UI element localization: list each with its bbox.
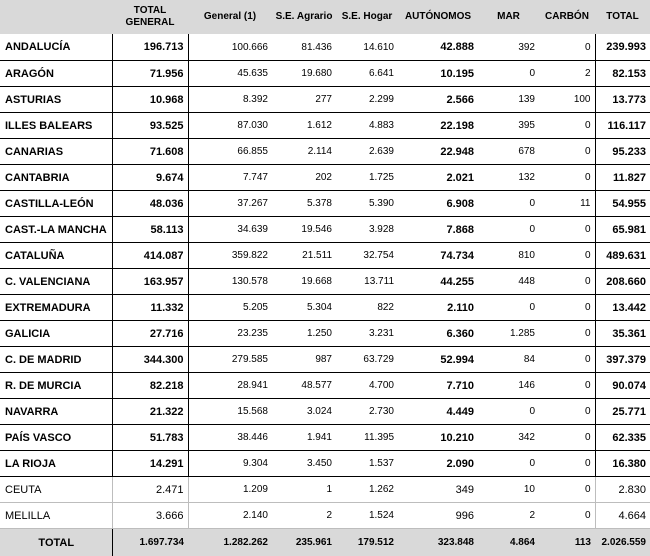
cell-carbon: 0 <box>539 165 595 191</box>
cell-mar: 678 <box>478 139 539 165</box>
table-row <box>0 34 650 61</box>
cell-total-general: 163.957 <box>112 269 188 295</box>
cell-total-general: 414.087 <box>112 243 188 269</box>
table-row <box>0 217 650 243</box>
cell-mar: 10 <box>478 477 539 503</box>
cell-autonomos: 2.110 <box>398 295 478 321</box>
cell-total: 62.335 <box>595 425 650 451</box>
cell-se-hogar: 3.928 <box>336 217 398 243</box>
cell-se-hogar: 4.883 <box>336 113 398 139</box>
cell-total-general: 82.218 <box>112 373 188 399</box>
cell-total: 90.074 <box>595 373 650 399</box>
region-name: CATALUÑA <box>0 243 112 269</box>
cell-autonomos: 10.210 <box>398 425 478 451</box>
cell-total-general: 11.332 <box>112 295 188 321</box>
table-row <box>0 425 650 451</box>
cell-total-general: 71.608 <box>112 139 188 165</box>
table-row <box>0 87 650 113</box>
cell-se-hogar: 1.524 <box>336 503 398 529</box>
cell-mar: 132 <box>478 165 539 191</box>
cell-carbon: 0 <box>539 321 595 347</box>
cell-se-hogar: 6.641 <box>336 61 398 87</box>
cell-carbon: 113 <box>539 529 595 556</box>
cell-se-hogar: 2.639 <box>336 139 398 165</box>
cell-autonomos: 7.710 <box>398 373 478 399</box>
cell-general: 359.822 <box>188 243 272 269</box>
cell-autonomos: 74.734 <box>398 243 478 269</box>
cell-se-agrario: 202 <box>272 165 336 191</box>
cell-total-general: 27.716 <box>112 321 188 347</box>
cell-se-agrario: 3.450 <box>272 451 336 477</box>
table-row <box>0 451 650 477</box>
cell-mar: 342 <box>478 425 539 451</box>
cell-carbon: 0 <box>539 295 595 321</box>
cell-carbon: 0 <box>539 451 595 477</box>
cell-se-hogar: 13.711 <box>336 269 398 295</box>
cell-se-hogar: 63.729 <box>336 347 398 373</box>
cell-general: 1.282.262 <box>188 529 272 556</box>
cell-se-hogar: 179.512 <box>336 529 398 556</box>
cell-carbon: 0 <box>539 373 595 399</box>
table-row <box>0 61 650 87</box>
region-name: ARAGÓN <box>0 61 112 87</box>
cell-se-agrario: 81.436 <box>272 34 336 61</box>
cell-autonomos: 996 <box>398 503 478 529</box>
cell-autonomos: 2.090 <box>398 451 478 477</box>
cell-se-agrario: 1.250 <box>272 321 336 347</box>
cell-autonomos: 22.198 <box>398 113 478 139</box>
cell-mar: 1.285 <box>478 321 539 347</box>
cell-total-general: 48.036 <box>112 191 188 217</box>
cell-se-agrario: 235.961 <box>272 529 336 556</box>
cell-total-general: 3.666 <box>112 503 188 529</box>
cell-general: 45.635 <box>188 61 272 87</box>
cell-carbon: 0 <box>539 477 595 503</box>
cell-autonomos: 7.868 <box>398 217 478 243</box>
cell-total-general: 58.113 <box>112 217 188 243</box>
cell-general: 8.392 <box>188 87 272 113</box>
region-name: CANARIAS <box>0 139 112 165</box>
cell-mar: 0 <box>478 217 539 243</box>
cell-carbon: 0 <box>539 243 595 269</box>
cell-total: 208.660 <box>595 269 650 295</box>
cell-se-agrario: 2.114 <box>272 139 336 165</box>
total-row <box>0 529 650 556</box>
cell-carbon: 0 <box>539 399 595 425</box>
region-name: TOTAL <box>0 529 112 556</box>
table-row <box>0 269 650 295</box>
cell-carbon: 0 <box>539 139 595 165</box>
cell-se-hogar: 822 <box>336 295 398 321</box>
region-name: C. DE MADRID <box>0 347 112 373</box>
cell-se-hogar: 32.754 <box>336 243 398 269</box>
cell-total: 13.442 <box>595 295 650 321</box>
cell-mar: 395 <box>478 113 539 139</box>
cell-general: 34.639 <box>188 217 272 243</box>
cell-carbon: 0 <box>539 269 595 295</box>
cell-mar: 139 <box>478 87 539 113</box>
cell-autonomos: 42.888 <box>398 34 478 61</box>
cell-mar: 0 <box>478 61 539 87</box>
cell-se-hogar: 4.700 <box>336 373 398 399</box>
cell-carbon: 0 <box>539 347 595 373</box>
cell-carbon: 11 <box>539 191 595 217</box>
cell-general: 28.941 <box>188 373 272 399</box>
cell-se-agrario: 1.612 <box>272 113 336 139</box>
cell-total-general: 10.968 <box>112 87 188 113</box>
cell-total-general: 14.291 <box>112 451 188 477</box>
cell-mar: 0 <box>478 451 539 477</box>
cell-total: 116.117 <box>595 113 650 139</box>
table-row <box>0 321 650 347</box>
table-row <box>0 295 650 321</box>
header-total-general: TOTAL GENERAL <box>112 0 188 34</box>
header-se-hogar: S.E. Hogar <box>336 0 398 34</box>
region-name: C. VALENCIANA <box>0 269 112 295</box>
cell-carbon: 2 <box>539 61 595 87</box>
table-row <box>0 477 650 503</box>
region-name: MELILLA <box>0 503 112 529</box>
table-row <box>0 113 650 139</box>
header-autonomos: AUTÓNOMOS <box>398 0 478 34</box>
cell-general: 2.140 <box>188 503 272 529</box>
cell-general: 100.666 <box>188 34 272 61</box>
cell-se-agrario: 19.546 <box>272 217 336 243</box>
cell-total: 2.830 <box>595 477 650 503</box>
cell-autonomos: 2.021 <box>398 165 478 191</box>
header-total: TOTAL <box>595 0 650 34</box>
cell-general: 7.747 <box>188 165 272 191</box>
cell-se-agrario: 987 <box>272 347 336 373</box>
cell-total: 4.664 <box>595 503 650 529</box>
cell-autonomos: 2.566 <box>398 87 478 113</box>
cell-se-agrario: 277 <box>272 87 336 113</box>
cell-total-general: 71.956 <box>112 61 188 87</box>
region-name: CANTABRIA <box>0 165 112 191</box>
header-se-agrario: S.E. Agrario <box>272 0 336 34</box>
table-row <box>0 243 650 269</box>
cell-autonomos: 4.449 <box>398 399 478 425</box>
cell-total: 35.361 <box>595 321 650 347</box>
region-name: ILLES BALEARS <box>0 113 112 139</box>
cell-total-general: 1.697.734 <box>112 529 188 556</box>
cell-total-general: 344.300 <box>112 347 188 373</box>
table-row <box>0 399 650 425</box>
cell-total-general: 21.322 <box>112 399 188 425</box>
cell-se-agrario: 48.577 <box>272 373 336 399</box>
cell-se-agrario: 2 <box>272 503 336 529</box>
cell-se-agrario: 3.024 <box>272 399 336 425</box>
header-mar: MAR <box>478 0 539 34</box>
cell-carbon: 0 <box>539 113 595 139</box>
cell-autonomos: 323.848 <box>398 529 478 556</box>
table-row <box>0 373 650 399</box>
cell-mar: 392 <box>478 34 539 61</box>
cell-autonomos: 349 <box>398 477 478 503</box>
cell-mar: 146 <box>478 373 539 399</box>
cell-se-agrario: 19.680 <box>272 61 336 87</box>
cell-se-hogar: 1.537 <box>336 451 398 477</box>
cell-mar: 810 <box>478 243 539 269</box>
cell-general: 279.585 <box>188 347 272 373</box>
cell-general: 23.235 <box>188 321 272 347</box>
cell-se-agrario: 1.941 <box>272 425 336 451</box>
cell-general: 9.304 <box>188 451 272 477</box>
cell-carbon: 0 <box>539 425 595 451</box>
cell-general: 38.446 <box>188 425 272 451</box>
cell-se-hogar: 2.299 <box>336 87 398 113</box>
cell-autonomos: 6.908 <box>398 191 478 217</box>
cell-mar: 2 <box>478 503 539 529</box>
cell-total: 95.233 <box>595 139 650 165</box>
cell-autonomos: 44.255 <box>398 269 478 295</box>
cell-total: 489.631 <box>595 243 650 269</box>
cell-se-agrario: 21.511 <box>272 243 336 269</box>
region-name: LA RIOJA <box>0 451 112 477</box>
cell-general: 15.568 <box>188 399 272 425</box>
cell-se-hogar: 1.262 <box>336 477 398 503</box>
region-name: PAÍS VASCO <box>0 425 112 451</box>
region-name: ANDALUCÍA <box>0 34 112 61</box>
cell-total: 65.981 <box>595 217 650 243</box>
cell-se-hogar: 14.610 <box>336 34 398 61</box>
cell-se-hogar: 5.390 <box>336 191 398 217</box>
cell-mar: 448 <box>478 269 539 295</box>
region-name: ASTURIAS <box>0 87 112 113</box>
table-row <box>0 503 650 529</box>
cell-autonomos: 52.994 <box>398 347 478 373</box>
cell-autonomos: 22.948 <box>398 139 478 165</box>
cell-general: 87.030 <box>188 113 272 139</box>
header-carbon: CARBÓN <box>539 0 595 34</box>
cell-carbon: 100 <box>539 87 595 113</box>
cell-mar: 4.864 <box>478 529 539 556</box>
cell-se-agrario: 5.378 <box>272 191 336 217</box>
region-name: CAST.-LA MANCHA <box>0 217 112 243</box>
cell-se-agrario: 1 <box>272 477 336 503</box>
table-row <box>0 191 650 217</box>
cell-total: 54.955 <box>595 191 650 217</box>
region-name: EXTREMADURA <box>0 295 112 321</box>
cell-total: 82.153 <box>595 61 650 87</box>
cell-total-general: 2.471 <box>112 477 188 503</box>
cell-total: 13.773 <box>595 87 650 113</box>
region-name: GALICIA <box>0 321 112 347</box>
region-name: R. DE MURCIA <box>0 373 112 399</box>
cell-se-agrario: 19.668 <box>272 269 336 295</box>
cell-total: 397.379 <box>595 347 650 373</box>
region-name: CEUTA <box>0 477 112 503</box>
cell-se-agrario: 5.304 <box>272 295 336 321</box>
cell-total: 11.827 <box>595 165 650 191</box>
region-name: CASTILLA-LEÓN <box>0 191 112 217</box>
cell-general: 37.267 <box>188 191 272 217</box>
cell-se-hogar: 1.725 <box>336 165 398 191</box>
cell-total-general: 9.674 <box>112 165 188 191</box>
cell-mar: 0 <box>478 191 539 217</box>
header-row <box>0 0 650 34</box>
cell-autonomos: 10.195 <box>398 61 478 87</box>
cell-se-hogar: 3.231 <box>336 321 398 347</box>
cell-total: 16.380 <box>595 451 650 477</box>
cell-total-general: 196.713 <box>112 34 188 61</box>
cell-total-general: 93.525 <box>112 113 188 139</box>
cell-general: 1.209 <box>188 477 272 503</box>
header-general: General (1) <box>188 0 272 34</box>
cell-carbon: 0 <box>539 217 595 243</box>
table-body <box>0 34 650 556</box>
cell-general: 130.578 <box>188 269 272 295</box>
cell-total: 25.771 <box>595 399 650 425</box>
header-region <box>0 0 112 34</box>
cell-carbon: 0 <box>539 34 595 61</box>
cell-carbon: 0 <box>539 503 595 529</box>
cell-mar: 84 <box>478 347 539 373</box>
table-row <box>0 139 650 165</box>
cell-total: 239.993 <box>595 34 650 61</box>
cell-se-hogar: 2.730 <box>336 399 398 425</box>
cell-total-general: 51.783 <box>112 425 188 451</box>
table-row <box>0 165 650 191</box>
cell-autonomos: 6.360 <box>398 321 478 347</box>
cell-general: 66.855 <box>188 139 272 165</box>
cell-total: 2.026.559 <box>595 529 650 556</box>
cell-mar: 0 <box>478 399 539 425</box>
cell-general: 5.205 <box>188 295 272 321</box>
cell-se-hogar: 11.395 <box>336 425 398 451</box>
region-name: NAVARRA <box>0 399 112 425</box>
cell-mar: 0 <box>478 295 539 321</box>
table-row <box>0 347 650 373</box>
